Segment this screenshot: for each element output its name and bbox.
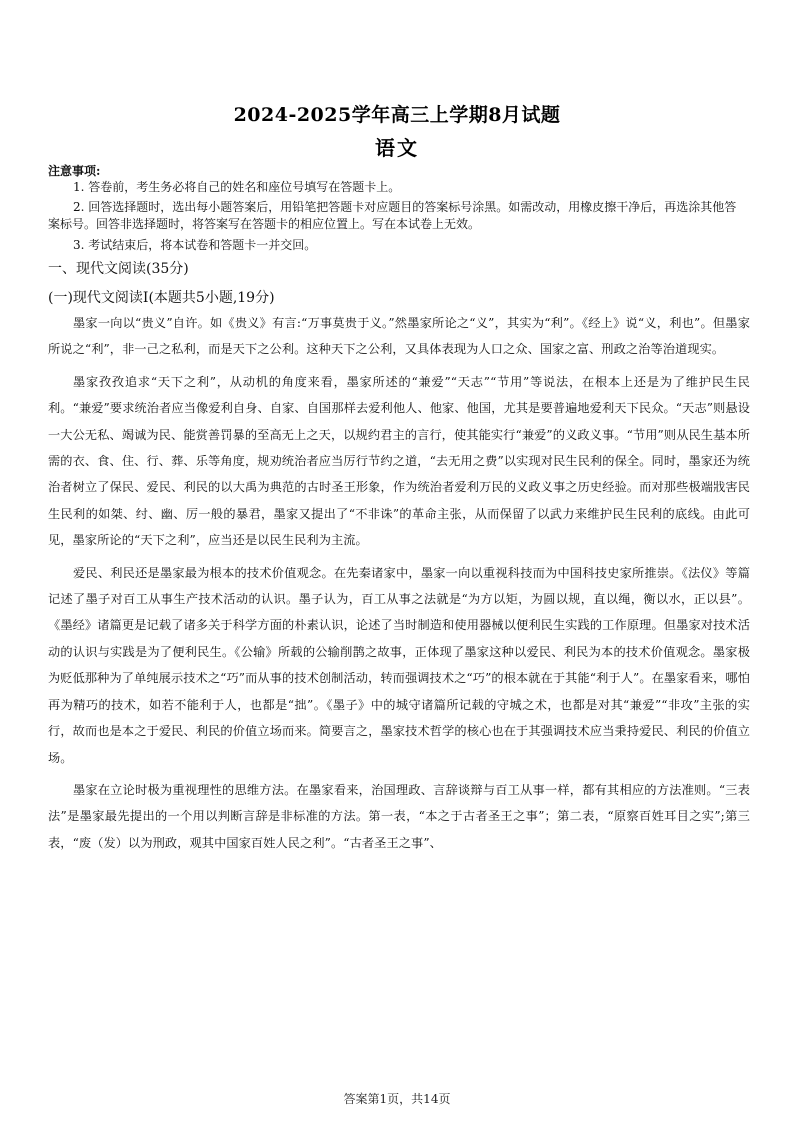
- section-heading-reading-1: (一)现代文阅读Ⅰ(本题共5小题,19分): [48, 290, 275, 306]
- page-footer: 答案第1页，共14页: [343, 1092, 451, 1106]
- exam-title: 2024-2025学年高三上学期8月试题: [233, 104, 561, 126]
- section-heading-part1: 一、现代文阅读(35分): [48, 261, 189, 277]
- notice-heading: 注意事项:: [48, 164, 101, 178]
- passage-paragraph-4: 墨家在立论时极为重视理性的思维方法。在墨家看来，治国理政、言辞谈辩与百工从事一样，都有其相应的方法准则。“三表法”是墨家最先提出的一个用以判断言辞是非标准的方法。第一表，“本之于古者圣王之事”；第二表，“原察百姓耳目之实”;第三表，“废（发）以为刑政，观其中国家百姓人民之利”。“古者圣王之事”、: [48, 782, 750, 850]
- notice-item-2: 2. 回答选择题时，选出每小题答案后，用铅笔把答题卡对应题目的答案标号涂黑。如需改动，用橡皮擦干净后，再选涂其他答案标号。回答非选择题时，将答案写在答题卡的相应位置上。写在本试卷上无效。: [48, 200, 737, 231]
- notice-item-3: 3. 考试结束后，将本试卷和答题卡一并交回。: [73, 238, 317, 252]
- exam-subject: 语文: [375, 136, 419, 160]
- reading-passage: [48, 310, 750, 862]
- passage-paragraph-1: 墨家一向以“贵义”自许。如《贵义》有言:“万事莫贵于义。”然墨家所论之“义”，其实为“利”。《经上》说“义，利也”。但墨家所说之“利”，非一己之私利，而是天下之公利。这种天下之公利，又具体表现为人口之众、国家之富、刑政之治等治道现实。: [48, 316, 750, 357]
- passage-paragraph-3: 爱民、利民还是墨家最为根本的技术价值观念。在先秦诸家中，墨家一向以重视科技而为中国科技史家所推崇。《法仪》等篇记述了墨子对百工从事生产技术活动的认识。墨子认为，百工从事之法就是“为方以矩，为圆以规，直以绳，衡以水，正以县”。《墨经》诸篇更是记载了诸多关于科学方面的朴素认识，论述了当时制造和使用器械以便利民生实践的工作原理。但墨家对技术活动的认识与实践是为了便利民生。《公输》所载的公输削鹊之故事，正体现了墨家这种以爱民、利民为本的技术价值观念。墨家极为贬低那种为了单纯展示技术之“巧”而从事的技术创制活动，转而强调技术之“巧”的根本就在于其能“利于人”。在墨家看来，哪怕再为精巧的技术，如若不能利于人，也都是“拙”。《墨子》中的城守诸篇所记载的守城之术，也都是对其“兼爱”“非攻”主张的实行，故而也是本之于爱民、利民的价值立场而来。简要言之，墨家技术哲学的核心也在于其强调技术应当秉持爱民、利民的价值立场。: [48, 565, 750, 765]
- passage-paragraph-2: 墨家孜孜追求“天下之利”，从动机的角度来看，墨家所述的“兼爱”“天志”“节用”等说法，在根本上还是为了维护民生民利。“兼爱”要求统治者应当像爱利自身、自家、自国那样去爱利他人、他家、他国，尤其是要普遍地爱利天下民众。“天志”则悬设一大公无私、竭诚为民、能赏善罚暴的至高无上之天，以规约君主的言行，使其能实行“兼爱”的义政义事。“节用”则从民生基本所需的衣、食、住、行、葬、乐等角度，规劝统治者应当厉行节约之道，“去无用之费”以实现对民生民利的保全。同时，墨家还为统治者树立了保民、爱民、利民的以大禹为典范的古时圣王形象，作为统治者爱利万民的义政义事之历史经验。而对那些极端戕害民生民利的如桀、纣、幽、厉一般的暴君，墨家又提出了“不非诛”的革命主张，从而保留了以武力来维护民生民利的底线。由此可见，墨家所论的“天下之利”，应当还是以民生民利为主流。: [48, 374, 750, 548]
- notice-item-1: 1. 答卷前，考生务必将自己的姓名和座位号填写在答题卡上。: [73, 180, 401, 194]
